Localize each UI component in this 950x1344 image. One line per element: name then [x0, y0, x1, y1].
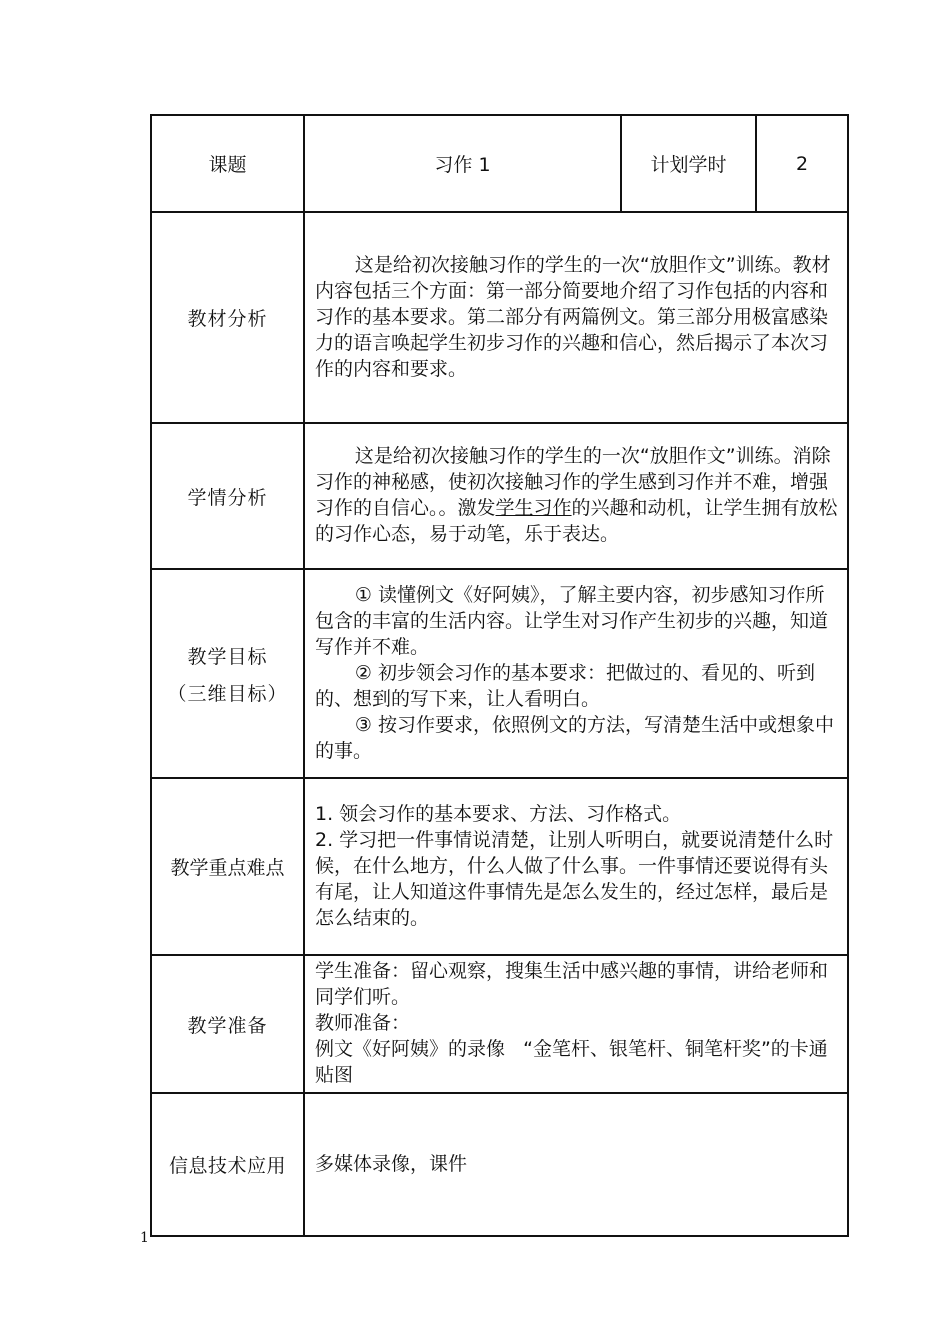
- goals-label-sub: （三维目标）: [167, 682, 288, 705]
- students-text: [315, 443, 839, 547]
- topic-label: 课题: [151, 115, 304, 212]
- tech-text: 多媒体录像，课件: [315, 1152, 468, 1175]
- students-label: 学情分析: [151, 423, 304, 569]
- focus-content: [304, 778, 848, 955]
- prep-line-2: 教师准备：: [315, 1012, 411, 1034]
- goals-label: 教学目标: [187, 645, 268, 668]
- goals-row: [151, 569, 848, 778]
- prep-line-1: 学生准备：留心观察，搜集生活中感兴趣的事情，讲给老师和同学们听。: [315, 960, 829, 1008]
- students-text-part2: 的兴趣和动机，让学生拥有放松的习作心态，易于动笔，乐于表达。: [315, 497, 838, 545]
- hours-label: 计划学时: [621, 115, 756, 212]
- prep-row: [151, 955, 848, 1093]
- page-number: 1: [140, 1230, 149, 1246]
- goals-label-cell: [151, 569, 304, 778]
- goal-item-1: ① 读懂例文《好阿姨》，了解主要内容，初步感知习作所包含的丰富的生活内容。让学生对习作产生初步的兴趣，知道写作并不难。: [315, 583, 829, 658]
- focus-item-2: 2. 学习把一件事情说清楚，让别人听明白，就要说清楚什么时候，在什么地方，什么人做了什么事。一件事情还要说得有头有尾，让人知道这件事情先是怎么发生的，经过怎样，最后是怎么结束的。: [315, 828, 834, 929]
- prep-content: [304, 955, 848, 1093]
- tech-row: [151, 1093, 848, 1236]
- material-label: 教材分析: [151, 212, 304, 423]
- tech-label: 信息技术应用: [151, 1093, 304, 1236]
- students-content: [304, 423, 848, 569]
- students-text-part1: 这是给初次接触习作的学生的一次“放胆作文”训练。消除习作的神秘感，使初次接触习作的学生感到习作并不难，增强习作的自信心。。激发: [315, 445, 831, 519]
- material-row: [151, 212, 848, 423]
- students-row: [151, 423, 848, 569]
- topic-value: 习作 1: [304, 115, 621, 212]
- focus-item-1: 1. 领会习作的基本要求、方法、习作格式。: [315, 802, 682, 825]
- prep-label: 教学准备: [151, 955, 304, 1093]
- focus-row: [151, 778, 848, 955]
- goals-content: [304, 569, 848, 778]
- goal-item-3: ③ 按习作要求，依照例文的方法，写清楚生活中或想象中的事。: [315, 713, 834, 762]
- hours-value: 2: [756, 115, 848, 212]
- prep-line-3: 例文《好阿姨》的录像 “金笔杆、银笔杆、铜笔杆奖”的卡通贴图: [315, 1038, 828, 1086]
- header-row: [151, 115, 848, 212]
- lesson-plan-table: [150, 114, 849, 1237]
- focus-label: 教学重点难点: [151, 778, 304, 955]
- goal-item-2: ② 初步领会习作的基本要求：把做过的、看见的、听到的、想到的写下来，让人看明白。: [315, 661, 815, 710]
- material-text: 这是给初次接触习作的学生的一次“放胆作文”训练。教材内容包括三个方面：第一部分简要地介绍了习作包括的内容和习作的基本要求。第二部分有两篇例文。第三部分用极富感染力的语言唤起学生初步习作的兴趣和信心，然后揭示了本次习作的内容和要求。: [315, 253, 831, 380]
- material-content: [304, 212, 848, 423]
- tech-content: [304, 1093, 848, 1236]
- students-text-underlined: 学生习作: [495, 497, 572, 519]
